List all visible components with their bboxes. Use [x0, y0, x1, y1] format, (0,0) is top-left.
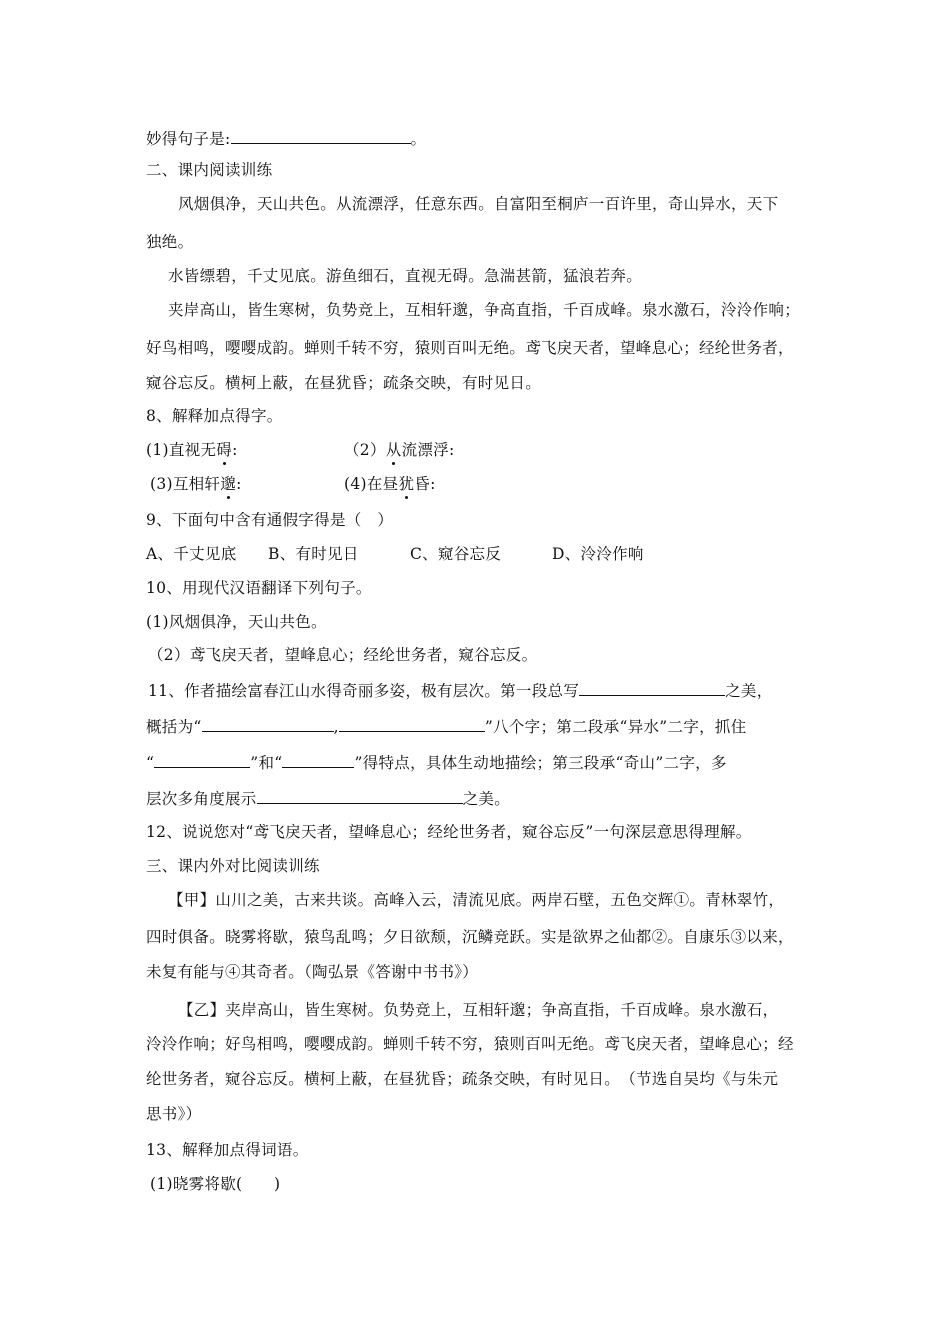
answer-blank[interactable] [257, 788, 463, 804]
question-9-option-b: B、有时见日 [268, 545, 359, 563]
passage-paragraph-3-cont: 好鸟相鸣，嘤嘤成韵。蝉则千转不穷，猿则百叫无绝。鸢飞戾天者，望峰息心；经纶世务者， [146, 339, 794, 357]
question-9: 9、下面句中含有通假字得是（ ） [146, 511, 394, 529]
question-13: 13、解释加点得词语。 [146, 1141, 309, 1159]
question-8-item-2: （2）从流漂浮: [344, 441, 455, 459]
question-11-cont-3: 层次多角度展示 之美。 [146, 790, 511, 808]
passage-paragraph-3-end: 窥谷忘反。横柯上蔽，在昼犹昏；疏条交映，有时见日。 [146, 374, 542, 392]
dotted-char: 从 [385, 441, 402, 459]
answer-blank[interactable] [231, 128, 411, 144]
question-10: 10、用现代汉语翻译下列句子。 [146, 579, 372, 597]
passage-yi-cont-1: 泠泠作响；好鸟相鸣，嘤嘤成韵。蝉则千转不穷，猿则百叫无绝。鸢飞戾天者，望峰息心；经 [146, 1035, 794, 1053]
passage-paragraph-2: 水皆缥碧，千丈见底。游鱼细石，直视无碍。急湍甚箭，猛浪若奔。 [168, 267, 643, 285]
passage-yi: 【乙】夹岸高山，皆生寒树。负势竞上，互相轩邈；争高直指，千百成峰。泉水激石， [178, 1001, 779, 1019]
question-12: 12、说说您对“鸢飞戾天者，望峰息心；经纶世务者，窥谷忘反”一句深层意思得理解。 [146, 823, 752, 841]
passage-paragraph-3: 夹岸高山，皆生寒树，负势竞上，互相轩邈，争高直指，千百成峰。泉水激石，泠泠作响； [168, 301, 801, 319]
answer-blank[interactable] [202, 716, 334, 732]
question-8: 8、解释加点得字。 [146, 407, 283, 425]
question-8-item-4: (4)在昼犹昏: [344, 475, 436, 493]
section-heading-3: 三、课内外对比阅读训练 [146, 857, 320, 875]
question-9-option-a: A、千丈见底 [146, 545, 237, 563]
question-8-item-3: (3)互相轩邈: [150, 475, 242, 493]
passage-jia-cont-1: 四时俱备。晓雾将歇，猿鸟乱鸣；夕日欲颓，沉鳞竞跃。实是欲界之仙都②。自康乐③以来， [146, 928, 794, 946]
answer-blank[interactable] [154, 752, 250, 768]
passage-yi-cont-3: 思书》） [146, 1105, 202, 1123]
dotted-char: 碍 [216, 441, 233, 459]
question-10-item-1: (1)风烟俱净，天山共色。 [146, 613, 327, 631]
question-11-cont-2: “ ”和“ ”得特点，具体生动地描绘；第三段承“奇山”二字，多 [146, 754, 727, 772]
answer-line: 妙得句子是: 。 [146, 130, 427, 148]
question-11-cont-1: 概括为“ , ”八个字；第二段承“异水”二字，抓住 [146, 718, 747, 736]
passage-yi-cont-2: 纶世务者，窥谷忘反。横柯上蔽，在昼犹昏；疏条交映，有时见日。 （节选自吴均《与朱元 [146, 1070, 779, 1088]
question-11: 11、作者描绘富春江山水得奇丽多姿，极有层次。第一段总写 之美， [148, 682, 773, 700]
section-heading-2: 二、课内阅读训练 [146, 161, 273, 179]
question-13-item-1: (1)晓雾将歇( ) [150, 1175, 281, 1193]
passage-paragraph-1-cont: 独绝。 [146, 233, 194, 251]
question-10-item-2: （2）鸢飞戾天者，望峰息心；经纶世务者，窥谷忘反。 [148, 646, 538, 664]
passage-paragraph-1: 风烟俱净，天山共色。从流漂浮，任意东西。自富阳至桐庐一百许里，奇山异水，天下 [178, 195, 779, 213]
answer-blank[interactable] [579, 680, 725, 696]
passage-jia: 【甲】山川之美，古来共谈。高峰入云，清流见底。两岸石壁，五色交辉①。青林翠竹， [168, 891, 785, 909]
question-9-option-d: D、泠泠作响 [552, 545, 644, 563]
answer-blank[interactable] [339, 716, 485, 732]
question-8-item-1: (1)直视无碍: [146, 441, 238, 459]
answer-blank[interactable] [282, 752, 354, 768]
passage-jia-cont-2: 未复有能与④其奇者。（陶弘景《答谢中书书》） [146, 963, 479, 981]
dotted-char: 邈 [220, 475, 237, 493]
question-9-option-c: C、窥谷忘反 [410, 545, 502, 563]
dotted-char: 犹 [398, 475, 415, 493]
